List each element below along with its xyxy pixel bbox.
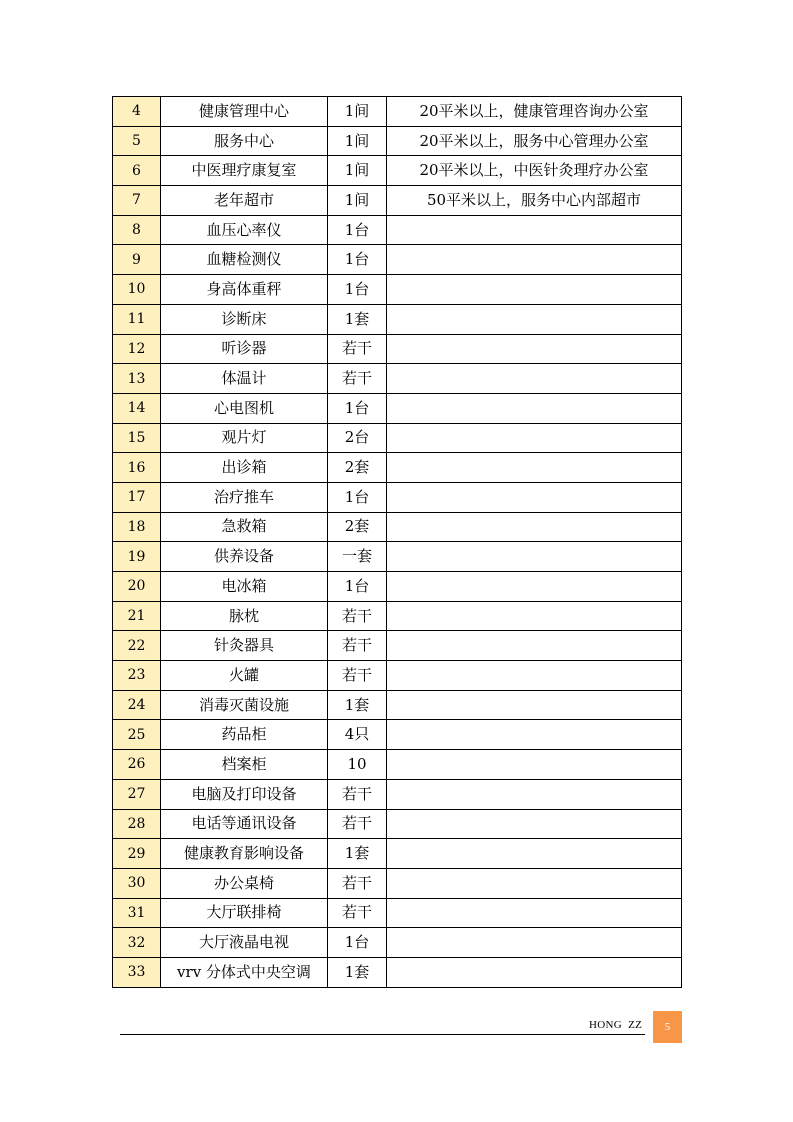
item-name-cell: 电脑及打印设备 (161, 779, 328, 809)
item-name-cell: 心电图机 (161, 393, 328, 423)
table-row (113, 957, 682, 987)
equipment-table-body (113, 97, 682, 988)
note-cell (387, 868, 682, 898)
item-name-cell: 中医理疗康复室 (161, 156, 328, 186)
row-number-cell: 7 (113, 186, 161, 216)
note-cell: 20平米以上，服务中心管理办公室 (387, 126, 682, 156)
row-number-cell: 12 (113, 334, 161, 364)
quantity-cell: 一套 (328, 542, 387, 572)
item-name-cell: 健康教育影响设备 (161, 839, 328, 869)
quantity-cell: 若干 (328, 661, 387, 691)
footer-rule (120, 1034, 645, 1035)
note-cell (387, 245, 682, 275)
item-name-cell: 消毒灭菌设施 (161, 690, 328, 720)
note-cell (387, 572, 682, 602)
quantity-cell: 10 (328, 750, 387, 780)
item-name-cell: 老年超市 (161, 186, 328, 216)
item-name-cell: 药品柜 (161, 720, 328, 750)
item-name-cell: 档案柜 (161, 750, 328, 780)
note-cell (387, 690, 682, 720)
item-name-cell: 血糖检测仪 (161, 245, 328, 275)
footer-text: HONG ZZ (589, 1019, 643, 1031)
note-cell (387, 453, 682, 483)
quantity-cell: 1台 (328, 215, 387, 245)
table-row (113, 720, 682, 750)
row-number-cell: 13 (113, 364, 161, 394)
table-row (113, 304, 682, 334)
quantity-cell: 若干 (328, 809, 387, 839)
row-number-cell: 25 (113, 720, 161, 750)
item-name-cell: 身高体重秤 (161, 275, 328, 305)
quantity-cell: 1台 (328, 245, 387, 275)
item-name-cell: 供养设备 (161, 542, 328, 572)
quantity-cell: 1套 (328, 690, 387, 720)
quantity-cell: 1间 (328, 97, 387, 127)
table-row (113, 334, 682, 364)
item-name-cell: 听诊器 (161, 334, 328, 364)
row-number-cell: 32 (113, 928, 161, 958)
item-name-cell: 电话等通讯设备 (161, 809, 328, 839)
row-number-cell: 6 (113, 156, 161, 186)
note-cell (387, 809, 682, 839)
quantity-cell: 若干 (328, 631, 387, 661)
quantity-cell: 1台 (328, 393, 387, 423)
table-row (113, 750, 682, 780)
quantity-cell: 若干 (328, 601, 387, 631)
item-name-cell: 电冰箱 (161, 572, 328, 602)
note-cell (387, 275, 682, 305)
table-row (113, 186, 682, 216)
page-number-badge: 5 (653, 1011, 682, 1043)
item-name-cell: 体温计 (161, 364, 328, 394)
note-cell (387, 304, 682, 334)
equipment-table (112, 96, 682, 988)
table-row (113, 275, 682, 305)
note-cell (387, 750, 682, 780)
note-cell (387, 928, 682, 958)
row-number-cell: 20 (113, 572, 161, 602)
table-row (113, 245, 682, 275)
quantity-cell: 1台 (328, 275, 387, 305)
note-cell (387, 482, 682, 512)
row-number-cell: 15 (113, 423, 161, 453)
item-name-cell: 服务中心 (161, 126, 328, 156)
table-row (113, 97, 682, 127)
quantity-cell: 若干 (328, 898, 387, 928)
table-row (113, 809, 682, 839)
note-cell (387, 957, 682, 987)
row-number-cell: 27 (113, 779, 161, 809)
table-row (113, 928, 682, 958)
row-number-cell: 29 (113, 839, 161, 869)
note-cell (387, 601, 682, 631)
quantity-cell: 1间 (328, 156, 387, 186)
item-name-cell: 观片灯 (161, 423, 328, 453)
table-row (113, 364, 682, 394)
row-number-cell: 33 (113, 957, 161, 987)
table-row (113, 156, 682, 186)
quantity-cell: 1套 (328, 304, 387, 334)
row-number-cell: 22 (113, 631, 161, 661)
table-row (113, 631, 682, 661)
note-cell: 20平米以上，健康管理咨询办公室 (387, 97, 682, 127)
table-row (113, 453, 682, 483)
table-row (113, 512, 682, 542)
row-number-cell: 11 (113, 304, 161, 334)
item-name-cell: 针灸器具 (161, 631, 328, 661)
quantity-cell: 1套 (328, 839, 387, 869)
quantity-cell: 1套 (328, 957, 387, 987)
quantity-cell: 若干 (328, 364, 387, 394)
row-number-cell: 31 (113, 898, 161, 928)
quantity-cell: 若干 (328, 334, 387, 364)
table-row (113, 898, 682, 928)
row-number-cell: 21 (113, 601, 161, 631)
quantity-cell: 1间 (328, 126, 387, 156)
row-number-cell: 4 (113, 97, 161, 127)
item-name-cell: vrv 分体式中央空调 (161, 957, 328, 987)
item-name-cell: 急救箱 (161, 512, 328, 542)
note-cell (387, 215, 682, 245)
quantity-cell: 2套 (328, 512, 387, 542)
note-cell (387, 423, 682, 453)
note-cell (387, 839, 682, 869)
table-row (113, 661, 682, 691)
row-number-cell: 30 (113, 868, 161, 898)
item-name-cell: 大厅联排椅 (161, 898, 328, 928)
table-row (113, 868, 682, 898)
item-name-cell: 诊断床 (161, 304, 328, 334)
row-number-cell: 23 (113, 661, 161, 691)
quantity-cell: 4只 (328, 720, 387, 750)
row-number-cell: 18 (113, 512, 161, 542)
item-name-cell: 大厅液晶电视 (161, 928, 328, 958)
row-number-cell: 10 (113, 275, 161, 305)
row-number-cell: 5 (113, 126, 161, 156)
quantity-cell: 2台 (328, 423, 387, 453)
row-number-cell: 14 (113, 393, 161, 423)
table-row (113, 839, 682, 869)
table-row (113, 572, 682, 602)
table-row (113, 779, 682, 809)
quantity-cell: 2套 (328, 453, 387, 483)
item-name-cell: 火罐 (161, 661, 328, 691)
table-row (113, 482, 682, 512)
item-name-cell: 治疗推车 (161, 482, 328, 512)
table-row (113, 542, 682, 572)
note-cell: 20平米以上，中医针灸理疗办公室 (387, 156, 682, 186)
quantity-cell: 1台 (328, 482, 387, 512)
note-cell: 50平米以上，服务中心内部超市 (387, 186, 682, 216)
note-cell (387, 364, 682, 394)
note-cell (387, 661, 682, 691)
note-cell (387, 631, 682, 661)
quantity-cell: 1台 (328, 572, 387, 602)
note-cell (387, 542, 682, 572)
table-row (113, 215, 682, 245)
quantity-cell: 1台 (328, 928, 387, 958)
row-number-cell: 16 (113, 453, 161, 483)
table-row (113, 601, 682, 631)
row-number-cell: 9 (113, 245, 161, 275)
row-number-cell: 19 (113, 542, 161, 572)
note-cell (387, 334, 682, 364)
note-cell (387, 512, 682, 542)
row-number-cell: 17 (113, 482, 161, 512)
item-name-cell: 健康管理中心 (161, 97, 328, 127)
table-row (113, 393, 682, 423)
item-name-cell: 办公桌椅 (161, 868, 328, 898)
quantity-cell: 若干 (328, 868, 387, 898)
row-number-cell: 8 (113, 215, 161, 245)
row-number-cell: 26 (113, 750, 161, 780)
row-number-cell: 28 (113, 809, 161, 839)
table-row (113, 126, 682, 156)
table-row (113, 423, 682, 453)
item-name-cell: 脉枕 (161, 601, 328, 631)
row-number-cell: 24 (113, 690, 161, 720)
table-row (113, 690, 682, 720)
note-cell (387, 898, 682, 928)
note-cell (387, 720, 682, 750)
quantity-cell: 若干 (328, 779, 387, 809)
item-name-cell: 血压心率仪 (161, 215, 328, 245)
item-name-cell: 出诊箱 (161, 453, 328, 483)
note-cell (387, 779, 682, 809)
note-cell (387, 393, 682, 423)
quantity-cell: 1间 (328, 186, 387, 216)
